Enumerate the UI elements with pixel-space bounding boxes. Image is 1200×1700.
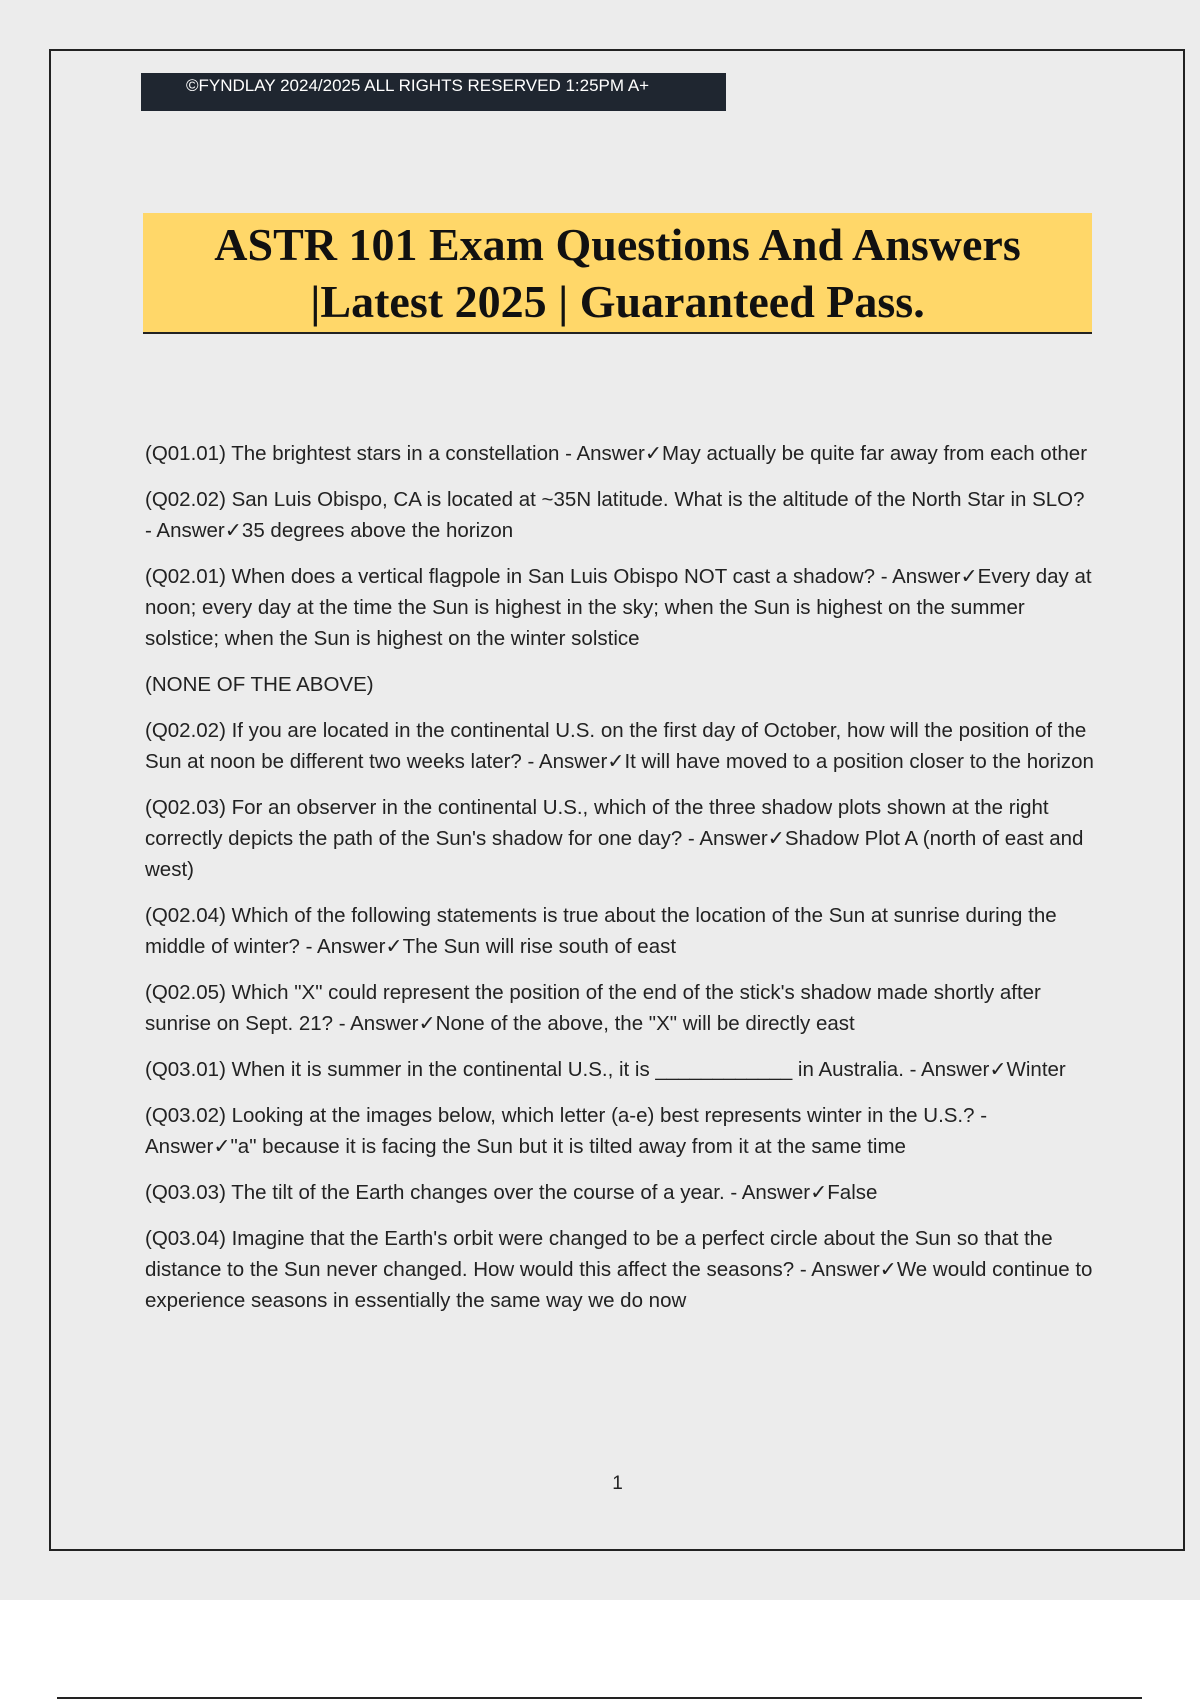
question-list [145,438,1095,1331]
question-item: (Q03.02) Looking at the images below, which letter (a-e) best represents winter in the U.S.? - Answer✓"a" because it is facing the Sun but it is tilted away from it at the same time [145,1104,988,1158]
page-number: 1 [612,1473,623,1494]
next-page-divider [57,1697,1142,1699]
question-item: (Q03.01) When it is summer in the continental U.S., it is ____________ in Australia. - Answer✓Winter [145,1058,1066,1081]
question-item: (Q03.03) The tilt of the Earth changes over the course of a year. - Answer✓False [145,1181,878,1204]
question-item: (Q02.02) San Luis Obispo, CA is located at ~35N latitude. What is the altitude of the North Star in SLO? - Answer✓35 degrees above the horizon [145,488,1085,542]
question-item: (Q02.04) Which of the following statements is true about the location of the Sun at sunrise during the middle of winter? - Answer✓The Sun will rise south of east [145,904,1057,958]
question-item: (Q02.03) For an observer in the continental U.S., which of the three shadow plots shown at the right correctly depicts the path of the Sun's shadow for one day? - Answer✓Shadow Plot A (north of east and west) [145,796,1084,881]
copyright-text: ©FYNDLAY 2024/2025 ALL RIGHTS RESERVED 1:25PM A+ [186,76,650,95]
document-title [143,213,1092,334]
copyright-banner [141,73,726,111]
question-item: (Q02.01) When does a vertical flagpole in San Luis Obispo NOT cast a shadow? - Answer✓Every day at noon; every day at the time the Sun is highest in the sky; when the Sun is highest on the summer solstice; when the Sun is highest on the winter solstice [145,565,1092,650]
question-item: (NONE OF THE ABOVE) [145,673,374,696]
question-item: (Q02.02) If you are located in the continental U.S. on the first day of October, how will the position of the Sun at noon be different two weeks later? - Answer✓It will have moved to a position closer to the horizon [145,719,1094,773]
title-line-1: ASTR 101 Exam Questions And Answers [214,218,1021,270]
title-line-2: |Latest 2025 | Guaranteed Pass. [310,275,925,327]
question-item: (Q01.01) The brightest stars in a constellation - Answer✓May actually be quite far away from each other [145,442,1088,465]
question-item: (Q02.05) Which "X" could represent the position of the end of the stick's shadow made shortly after sunrise on Sept. 21? - Answer✓None of the above, the "X" will be directly east [145,981,1041,1035]
question-item: (Q03.04) Imagine that the Earth's orbit were changed to be a perfect circle about the Sun so that the distance to the Sun never changed. How would this affect the seasons? - Answer✓We would continue to experience seasons in essentially the same way we do now [145,1227,1093,1312]
